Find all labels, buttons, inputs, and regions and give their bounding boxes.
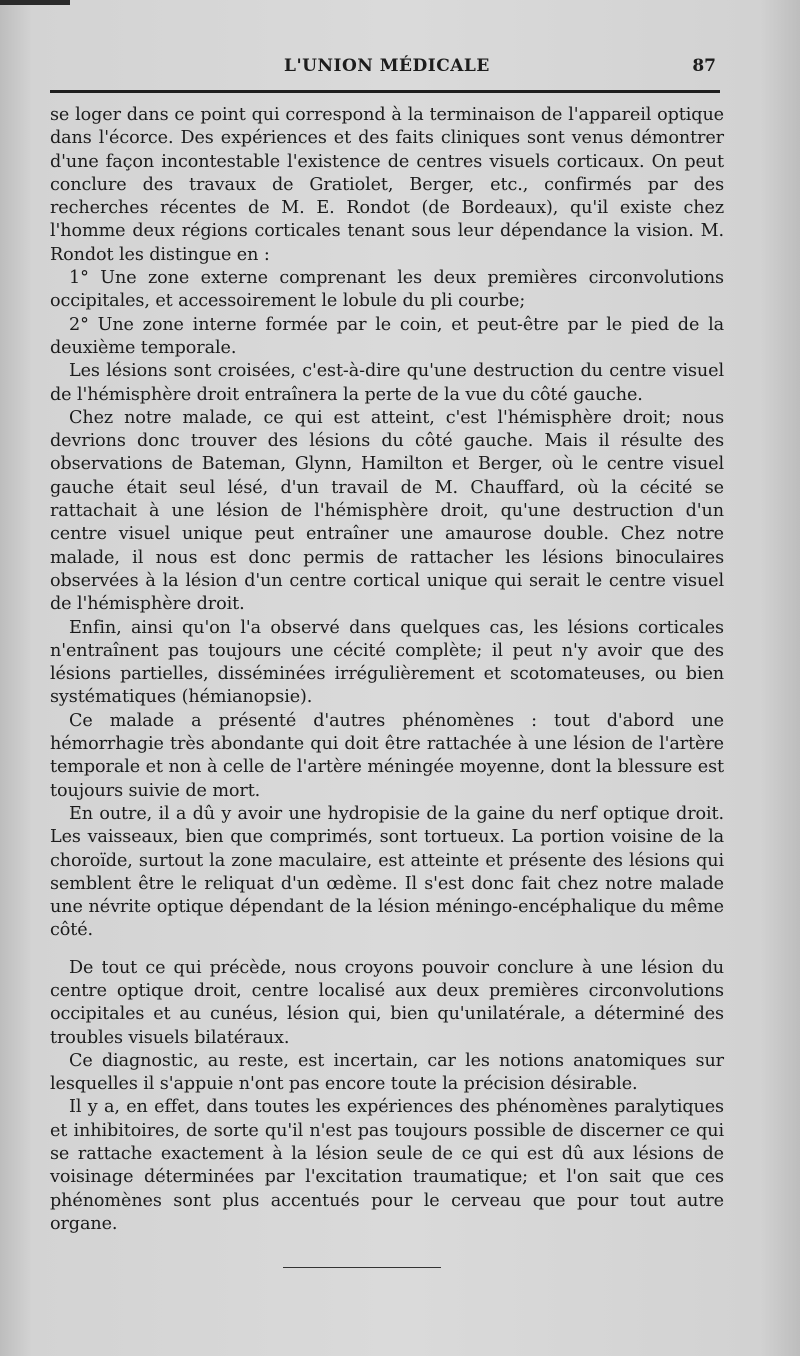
section-end-rule [283, 1267, 441, 1268]
running-title: L'UNION MÉDICALE [284, 56, 490, 76]
paragraph-conclusion: De tout ce qui précède, nous croyons pouvoir conclure à une lésion du centre optique droit, centre localisé aux deux premières circonvolutions occipitales et au cunéus, lésion qui, bien qu'unilatérale, a déterminé des troubles visuels bilatéraux. [50, 957, 724, 1048]
paragraph-zone-externe: 1° Une zone externe comprenant les deux premières circonvolutions occipitales, et accessoirement le lobule du pli courbe; [50, 268, 724, 312]
paragraph-enfin: Enfin, ainsi qu'on l'a observé dans quelques cas, les lésions corticales n'entraînent pas toujours une cécité complète; il peut n'y avoir que des lésions partielles, disséminées irrégulièrement et scotomateuses, ou bien systématiques (hémianopsie). [50, 617, 724, 708]
paragraph-zone-interne: 2° Une zone interne formée par le coin, et peut-être par le pied de la deuxième temporale. [50, 314, 724, 358]
paragraph-autres-phenomenes: Ce malade a présenté d'autres phénomènes : tout d'abord une hémorrhagie très abondante qui doit être rattachée à une lésion de l'artère temporale et non à celle de l'artère méningée moyenne, dont la blessure est toujours suivie de mort. [50, 710, 724, 801]
paragraph-hydropisie: En outre, il a dû y avoir une hydropisie de la gaine du nerf optique droit. Les vaisseaux, bien que comprimés, sont tortueux. La portion voisine de la choroïde, surtout la zone maculaire, est atteinte et présente des lésions qui semblent être le reliquat d'un œdème. Il s'est donc fait chez notre malade une névrite optique dépendant de la lésion méningo-encéphalique du même côté. [50, 803, 724, 941]
paragraph-continuation: se loger dans ce point qui correspond à la terminaison de l'appareil optique dans l'écorce. Des expériences et des faits cliniques sont venus démontrer d'une façon incontestable l'existence de centres visuels corticaux. On peut conclure des travaux de Gratiolet, Berger, etc., confirmés par des recherches récentes de M. E. Rondot (de Bordeaux), qu'il existe chez l'homme deux régions corticales tenant sous leur dépendance la vision. M. Rondot les distingue en : [50, 105, 724, 265]
paragraph-chez-notre-malade: Chez notre malade, ce qui est atteint, c'est l'hémisphère droit; nous devrions donc trouver des lésions du côté gauche. Mais il résulte des observations de Bateman, Glynn, Hamilton et Berger, où le centre visuel gauche était seul lésé, d'un travail de M. Chauffard, où la cécité se rattachait à une lésion de l'hémisphère droit, qu'une destruction d'un centre visuel unique peut entraîner une amaurose double. Chez notre malade, il nous est donc permis de rattacher les lésions binoculaires observées à la lésion d'un centre cortical unique qui serait le centre visuel de l'hémisphère droit. [50, 407, 724, 615]
article-body [50, 104, 724, 1236]
paragraph-lesions-croisees: Les lésions sont croisées, c'est-à-dire qu'une destruction du centre visuel de l'hémisphère droit entraînera la perte de la vue du côté gauche. [50, 361, 724, 405]
page-header [50, 54, 720, 86]
header-rule [50, 90, 720, 93]
paragraph-diagnostic: Ce diagnostic, au reste, est incertain, car les notions anatomiques sur lesquelles il s'appuie n'ont pas encore toute la précision désirable. [50, 1050, 724, 1095]
paragraph-experiences: Il y a, en effet, dans toutes les expériences des phénomènes paralytiques et inhibitoires, de sorte qu'il n'est pas toujours possible de discerner ce qui se rattache exactement à la lésion seule de ce qui est dû aux lésions de voisinage déterminées par l'excitation traumatique; et l'on sait que ces phénomènes sont plus accentués pour le cerveau que pour tout autre organe. [50, 1097, 724, 1234]
binding-mark [0, 0, 70, 5]
page-number: 87 [692, 56, 716, 76]
